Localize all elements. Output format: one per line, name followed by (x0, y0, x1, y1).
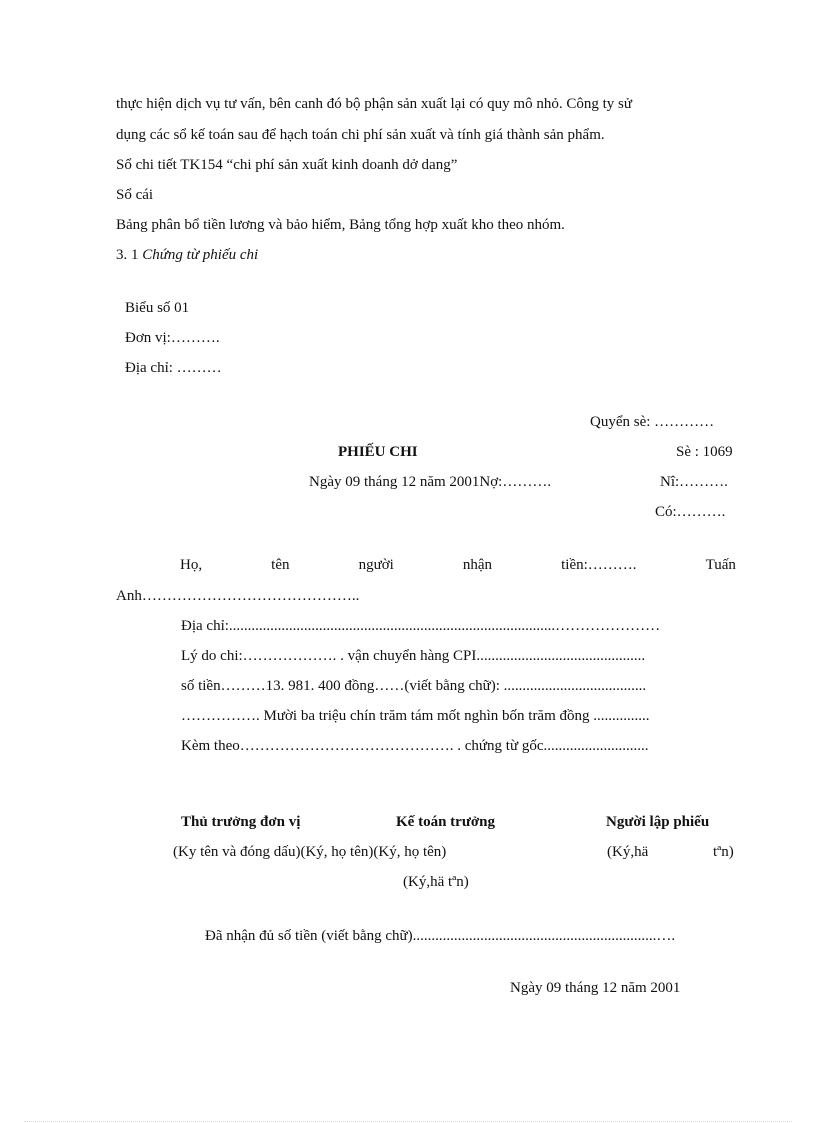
credit-account: Có:………. (655, 504, 726, 520)
intro-line-5: Bảng phân bổ tiền lương và bảo hiểm, Bảng tổng hợp xuất kho theo nhóm. (116, 217, 565, 233)
signature-instruction-line-2: (Ký,hä tªn) (403, 874, 469, 890)
voucher-number: Sè : 1069 (676, 444, 733, 460)
page-bottom-rule (24, 1121, 792, 1122)
signature-instructions: (Ky tên và đóng dấu)(Ký, họ tên)(Ký, họ tên) (173, 844, 447, 860)
recipient-word: nhận (462, 557, 493, 573)
recipient-address: Địa chỉ:.......................................................................................………………… (181, 618, 661, 634)
signature-head-title: Thủ trưởng đơn vị (181, 814, 301, 830)
receipt-date: Ngày 09 tháng 12 năm 2001 (510, 980, 681, 996)
payment-amount: số tiền………13. 981. 400 đồng……(viết bằng chữ): ...................................... (181, 678, 647, 694)
book-number: Quyển sè: ………… (590, 414, 715, 430)
date-debit-line: Ngày 09 tháng 12 năm 2001Nợ:………. (309, 474, 552, 490)
intro-line-3: Sổ chi tiết TK154 “chi phí sản xuất kinh doanh dở dang” (116, 157, 458, 173)
section-title: Chứng từ phiếu chi (142, 247, 259, 263)
intro-line-4: Sổ cái (116, 187, 154, 203)
address-header-field: Địa chỉ: ……… (125, 360, 222, 376)
signature-preparer-title: Người lập phiếu (606, 814, 710, 830)
section-number: 3. 1 (116, 247, 143, 263)
recipient-word: tiền:………. (561, 557, 637, 573)
recipient-continuation: Anh…………………………………….. (116, 588, 360, 604)
recipient-word: Tuấn (705, 557, 736, 573)
received-amount-line: Đã nhận đủ số tiền (viết bằng chữ).................................................................…. (205, 928, 676, 944)
recipient-word: tên (271, 557, 290, 573)
unit-field: Đơn vị:………. (125, 330, 220, 346)
attached-documents: Kèm theo……………………………………. . chứng từ gốc............................ (181, 738, 649, 754)
amount-in-words: ……………. Mười ba triệu chín trăm tám mốt nghìn bốn trăm đồng ............... (181, 708, 650, 724)
intro-line-1: thực hiện dịch vụ tư vấn, bên canh đó bộ phận sản xuất lại có quy mô nhỏ. Công ty sử (116, 96, 632, 112)
debit-account: Nî:………. (660, 474, 728, 490)
recipient-word: Họ, (180, 557, 203, 573)
recipient-row (180, 555, 736, 575)
payment-reason: Lý do chi:………………. . vận chuyển hàng CPI............................................. (181, 648, 646, 664)
voucher-title: PHIẾU CHI (338, 444, 418, 460)
signature-instruction-right-b: tªn) (713, 844, 734, 860)
signature-instruction-right-a: (Ký,hä (607, 844, 649, 860)
signature-chief-title: Kế toán trưởng (396, 814, 495, 830)
form-number: Biểu số 01 (125, 300, 190, 316)
recipient-word: người (358, 557, 394, 573)
section-heading (116, 245, 258, 265)
intro-line-2: dụng các sổ kế toán sau để hạch toán chi phí sản xuất và tính giá thành sản phẩm. (116, 127, 605, 143)
